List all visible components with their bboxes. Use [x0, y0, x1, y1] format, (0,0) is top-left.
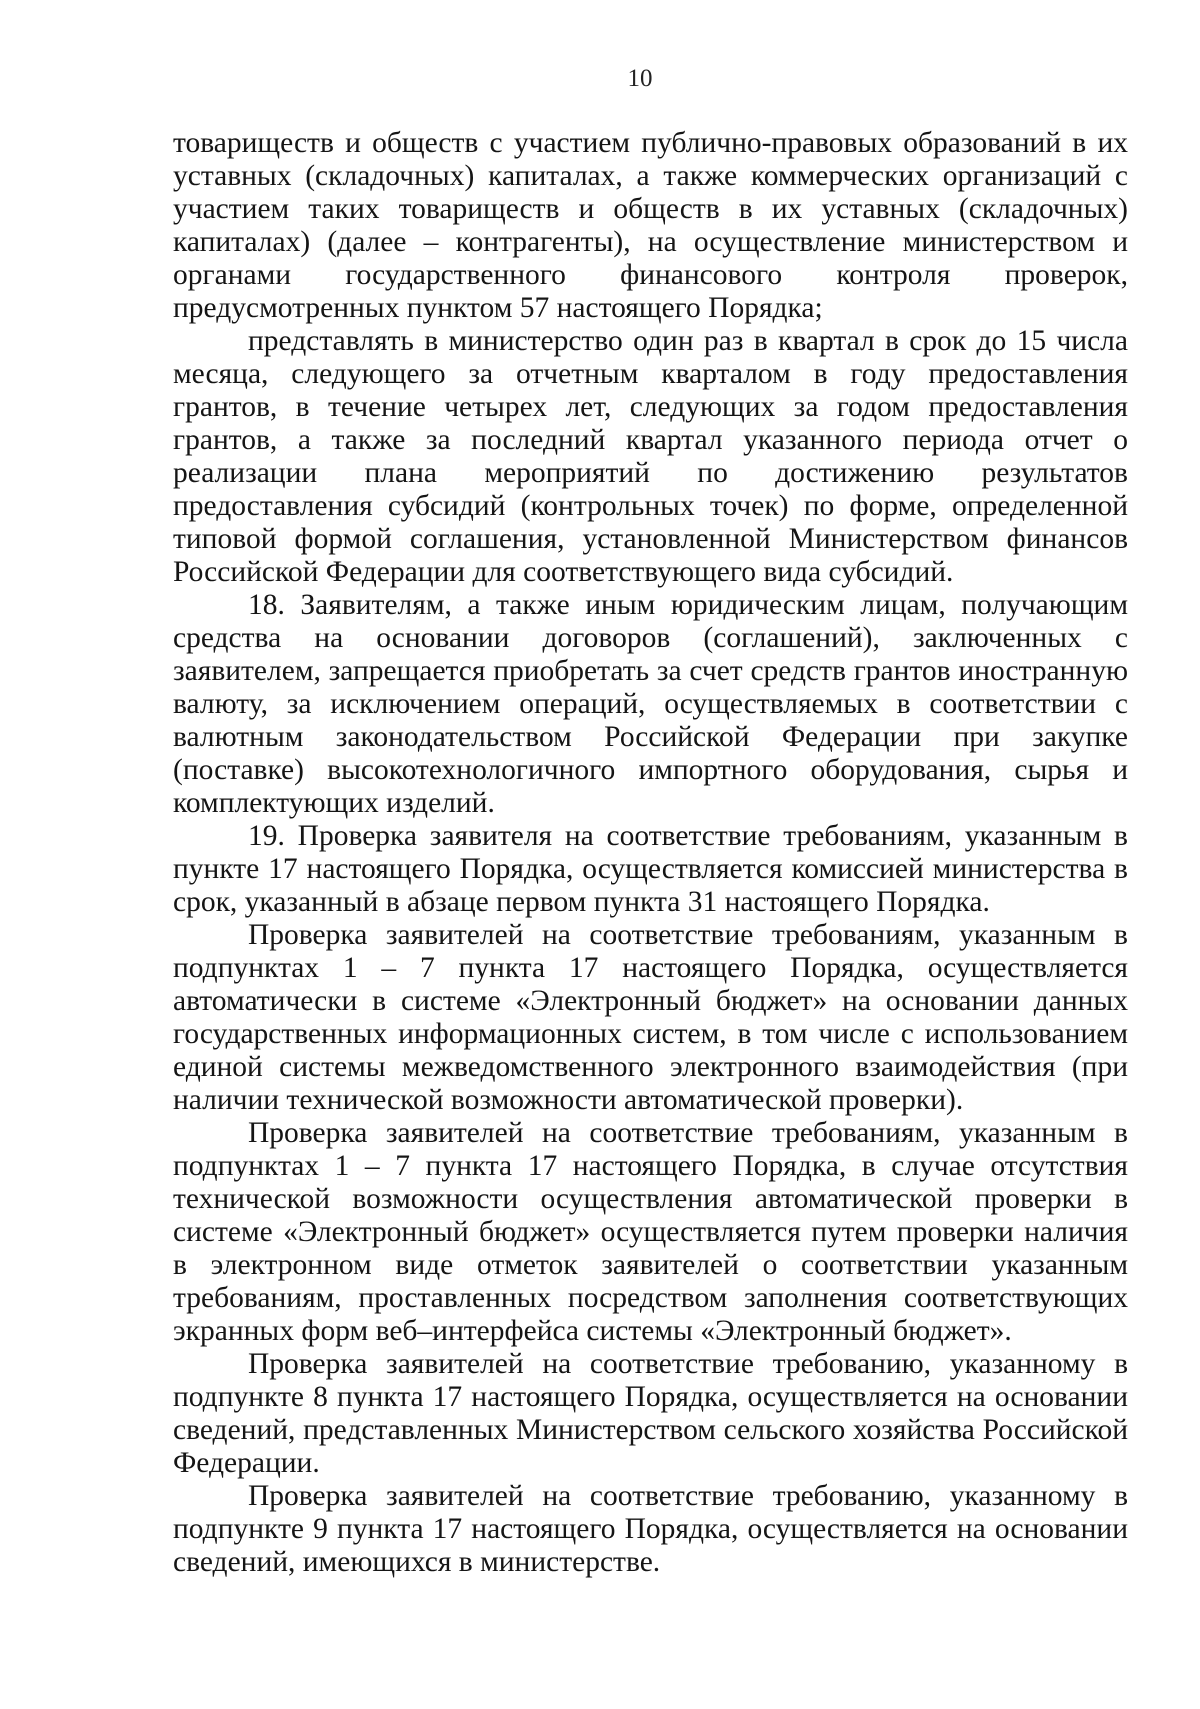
paragraph-reporting-obligation: представлять в министерство один раз в квартал в срок до 15 числа месяца, следующего за отчетным кварталом в году предоставления грантов, в течение четырех лет, следующих за годом предоставления грантов, а также за последний квартал указанного периода отчет о реализации плана мероприятий по достижению результатов предоставления субсидий (контрольных точек) по форме, определенной типовой формой соглашения, установленной Министерством финансов Российской Федерации для соответствующего вида субсидий. [173, 325, 1128, 588]
paragraph-continuation: товариществ и обществ с участием публично-правовых образований в их уставных (складочных) капиталах, а также коммерческих организаций с участием таких товариществ и обществ в их уставных (складочных) капиталах) (далее – контрагенты), на осуществление министерством и органами государственного финансового контроля проверок, предусмотренных пунктом 57 настоящего Порядка; [173, 127, 1128, 324]
paragraph-auto-check: Проверка заявителей на соответствие требованиям, указанным в подпунктах 1 – 7 пункта 17 настоящего Порядка, осуществляется автоматически в системе «Электронный бюджет» на основании данных государственных информационных систем, в том числе с использованием единой системы межведомственного электронного взаимодействия (при наличии технической возможности автоматической проверки). [173, 919, 1128, 1116]
page-number: 10 [627, 65, 653, 92]
paragraph-subitem-9-check: Проверка заявителей на соответствие требованию, указанному в подпункте 9 пункта 17 настоящего Порядка, осуществляется на основании сведений, имеющихся в министерстве. [173, 1480, 1128, 1578]
paragraph-item-18: 18. Заявителям, а также иным юридическим лицам, получающим средства на основании договоров (соглашений), заключенных с заявителем, запрещается приобретать за счет средств грантов иностранную валюту, за исключением операций, осуществляемых в соответствии с валютным законодательством Российской Федерации при закупке (поставке) высокотехнологичного импортного оборудования, сырья и комплектующих изделий. [173, 589, 1128, 819]
paragraph-subitem-8-check: Проверка заявителей на соответствие требованию, указанному в подпункте 8 пункта 17 настоящего Порядка, осуществляется на основании сведений, представленных Министерством сельского хозяйства Российской Федерации. [173, 1348, 1128, 1479]
document-body [173, 127, 1128, 1579]
paragraph-manual-check: Проверка заявителей на соответствие требованиям, указанным в подпунктах 1 – 7 пункта 17 настоящего Порядка, в случае отсутствия технической возможности осуществления автоматической проверки в системе «Электронный бюджет» осуществляется путем проверки наличия в электронном виде отметок заявителей о соответствии указанным требованиям, проставленных посредством заполнения соответствующих экранных форм веб–интерфейса системы «Электронный бюджет». [173, 1117, 1128, 1347]
paragraph-item-19: 19. Проверка заявителя на соответствие требованиям, указанным в пункте 17 настоящего Порядка, осуществляется комиссией министерства в срок, указанный в абзаце первом пункта 31 настоящего Порядка. [173, 820, 1128, 918]
